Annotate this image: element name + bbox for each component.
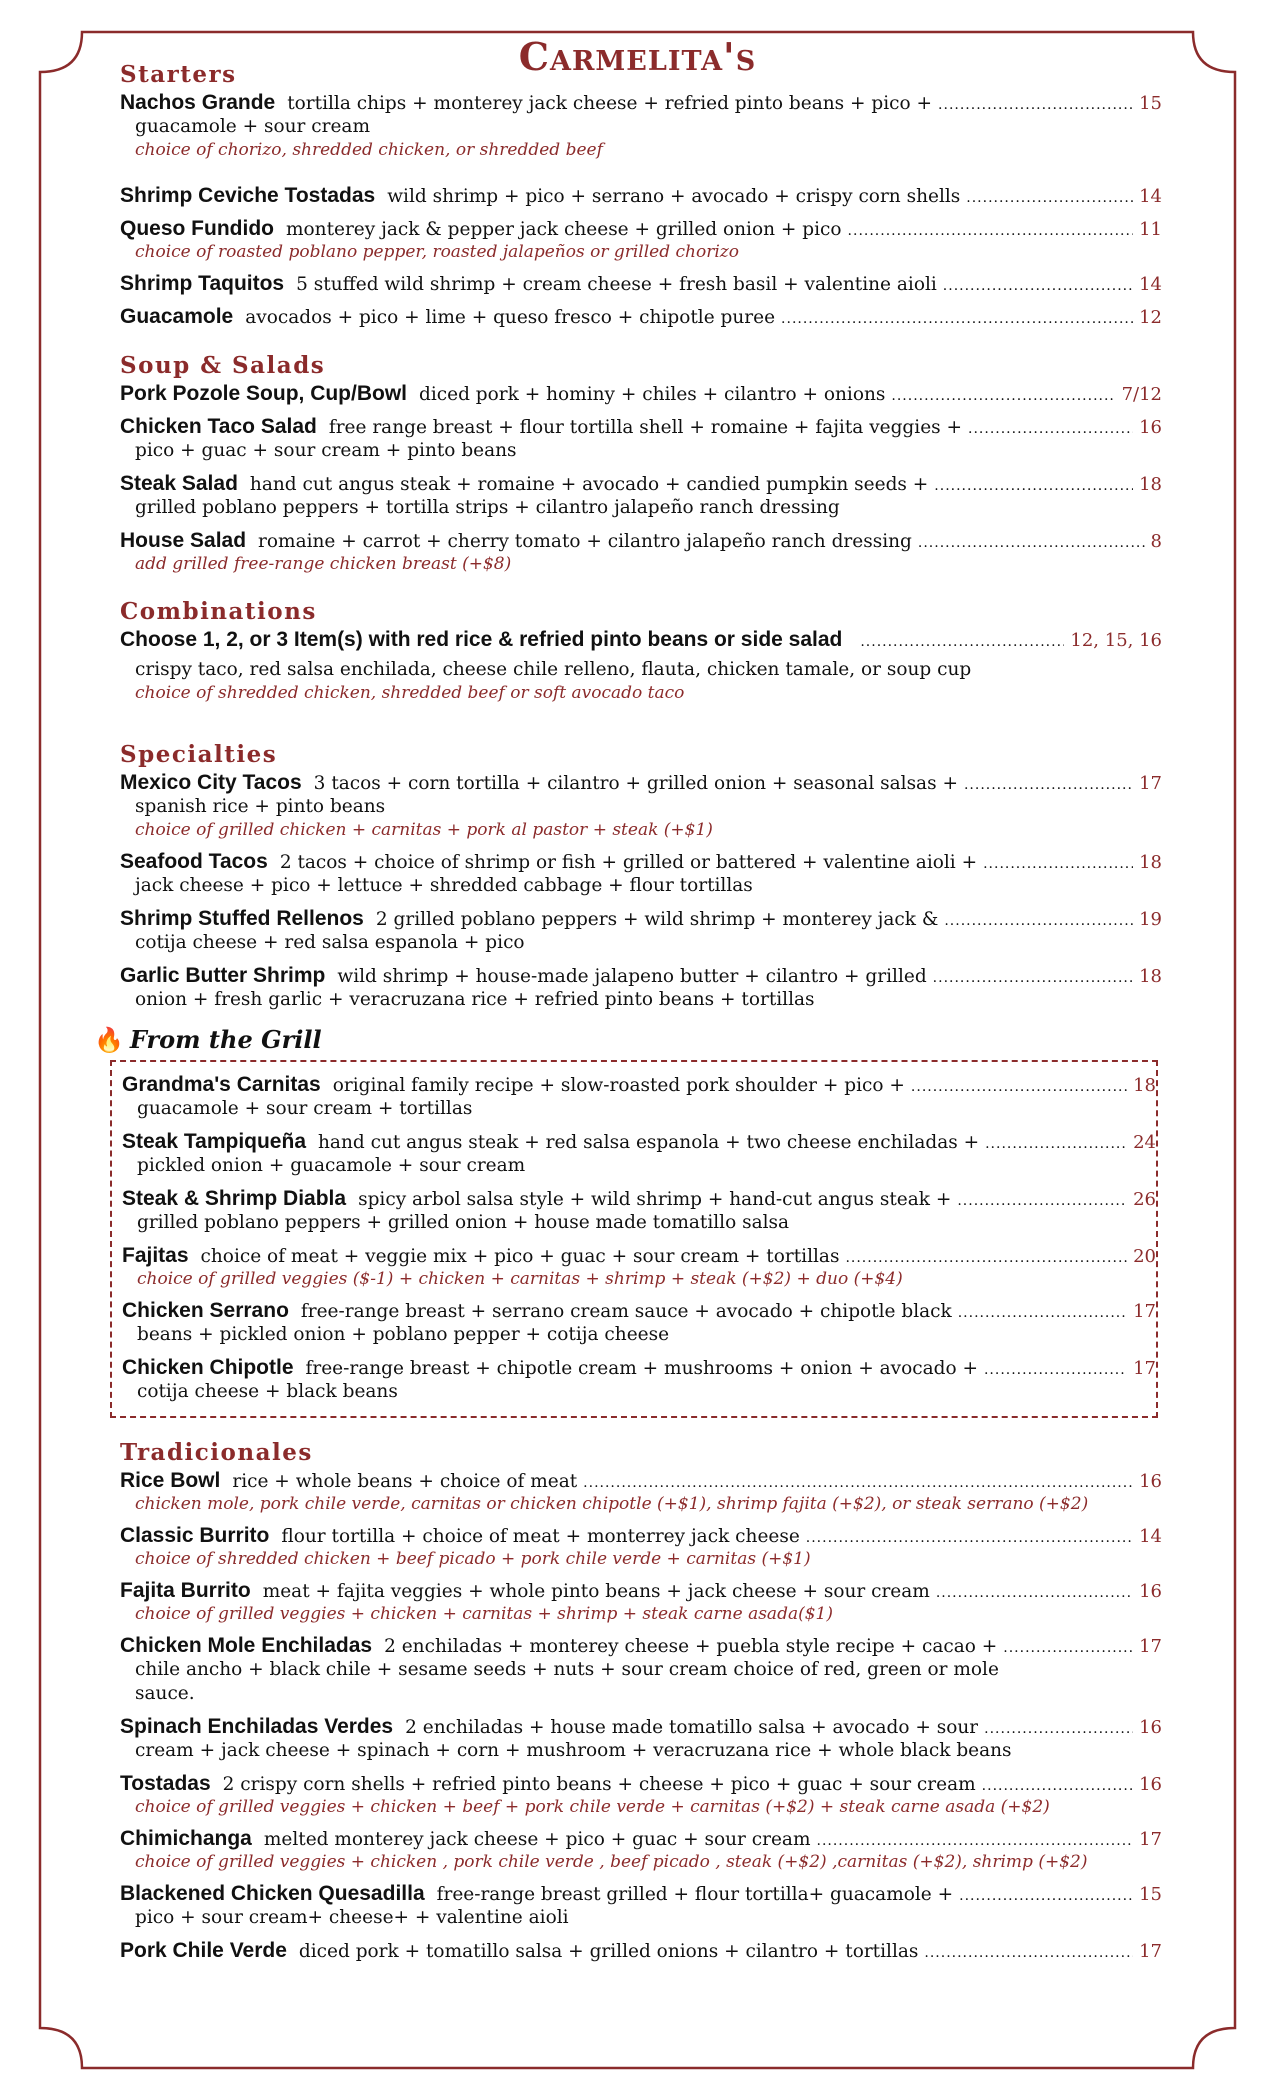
item-description: romaine + carrot + cherry tomato + cilantro jalapeño ranch dressing [258, 531, 912, 552]
section-tradicionales [120, 1468, 1162, 1963]
item-price: 17 [1133, 1358, 1156, 1379]
item-description-cont: chile ancho + black chile + sesame seeds + nuts + sour cream choice of red, green or mole [135, 1659, 999, 1680]
item-description: choice of meat + veggie mix + pico + guac + sour cream + tortillas [200, 1246, 840, 1267]
item-description-cont: beans + pickled onion + poblano pepper + cotija cheese [137, 1324, 670, 1345]
item-price: 7/12 [1121, 384, 1162, 405]
item-name: Shrimp Ceviche Tostadas [120, 184, 376, 207]
item-name: House Salad [120, 529, 247, 552]
item-description: hand cut angus steak + red salsa espanola + two cheese enchiladas + [318, 1132, 980, 1153]
item-description: avocados + pico + lime + queso fresco + chipotle puree [245, 307, 776, 328]
menu-item [120, 216, 1162, 263]
menu-item [120, 528, 1162, 575]
item-name: Chicken Serrano [122, 1299, 289, 1322]
item-description: wild shrimp + house-made jalapeno butter + cilantro + grilled [337, 966, 927, 987]
dot-leader [781, 307, 1133, 332]
menu-item [120, 414, 1162, 463]
dot-leader [958, 1301, 1127, 1326]
item-note: choice of shredded chicken + beef picado + pork chile verde + carnitas (+$1) [135, 1549, 811, 1569]
item-description: diced pork + hominy + chiles + cilantro + onions [419, 384, 886, 405]
item-note: choice of shredded chicken, shredded beef or soft avocado taco [135, 683, 685, 703]
item-name: Chimichanga [120, 1827, 252, 1850]
item-description-cont: pico + guac + sour cream + pinto beans [135, 440, 517, 461]
item-note: choice of grilled chicken + carnitas + pork al pastor + steak (+$1) [135, 820, 713, 840]
menu-item [122, 1355, 1156, 1404]
item-description: melted monterey jack cheese + pico + guac + sour cream [263, 1829, 811, 1850]
dot-leader [959, 1884, 1133, 1909]
item-description: 5 stuffed wild shrimp + cream cheese + fresh basil + valentine aioli [296, 274, 937, 295]
item-description: free-range breast grilled + flour tortilla+ guacamole + [436, 1884, 954, 1905]
dot-leader [860, 630, 1064, 655]
item-price: 16 [1139, 1717, 1162, 1738]
section-combinations [120, 627, 1162, 704]
item-price: 14 [1139, 1526, 1162, 1547]
item-description: hand cut angus steak + romaine + avocado + candied pumpkin seeds + [249, 474, 929, 495]
item-price: 18 [1139, 852, 1162, 873]
item-description-cont: pico + sour cream+ cheese+ + valentine aioli [135, 1907, 569, 1928]
dot-leader [943, 274, 1133, 299]
restaurant-name: Carmelita's [518, 34, 757, 79]
item-description-cont: guacamole + sour cream [135, 116, 370, 137]
item-description: tortilla chips + monterey jack cheese + refried pinto beans + pico + [287, 93, 933, 114]
item-description-cont: guacamole + sour cream + tortillas [137, 1098, 473, 1119]
section-starters [120, 90, 1162, 329]
item-price: 17 [1139, 1829, 1162, 1850]
section-title-starters: Starters [120, 61, 237, 88]
menu-item [120, 906, 1162, 955]
item-name: Rice Bowl [120, 1469, 221, 1492]
dot-leader [938, 93, 1133, 118]
item-name: Seafood Tacos [120, 850, 268, 873]
section-title-text: From the Grill [129, 1025, 322, 1054]
dot-leader [911, 1075, 1127, 1100]
item-name: Blackened Chicken Quesadilla [120, 1882, 425, 1905]
item-price: 12 [1139, 307, 1162, 328]
item-price: 15 [1139, 93, 1162, 114]
menu-item [120, 183, 1162, 208]
item-price: 16 [1139, 1581, 1162, 1602]
flame-icon: 🔥 [94, 1025, 124, 1054]
item-description: monterey jack & pepper jack cheese + grilled onion + pico [285, 219, 842, 240]
item-description: 2 enchiladas + monterey cheese + puebla style recipe + cacao + [384, 1636, 998, 1657]
menu-item [120, 1881, 1162, 1930]
menu-item [120, 90, 1162, 161]
item-description-cont: jack cheese + pico + lettuce + shredded cabbage + flour tortillas [135, 875, 753, 896]
menu-item [120, 1938, 1162, 1963]
item-description: original family recipe + slow-roasted pork shoulder + pico + [332, 1075, 905, 1096]
dot-leader [936, 1581, 1133, 1606]
item-note: choice of grilled veggies + chicken + beef + pork chile verde + carnitas (+$2) + steak carne asada (+$2) [135, 1797, 1050, 1817]
menu-item [120, 304, 1162, 329]
item-description-cont: cotija cheese + red salsa espanola + pico [135, 932, 525, 953]
item-description-cont: onion + fresh garlic + veracruzana rice + refried pinto beans + tortillas [135, 989, 815, 1010]
item-name: Pork Pozole Soup, Cup/Bowl [120, 382, 408, 405]
dot-leader [934, 474, 1133, 499]
dot-leader [944, 909, 1133, 934]
dot-leader [957, 1189, 1127, 1214]
item-note: choice of roasted poblano pepper, roasted jalapeños or grilled chorizo [135, 242, 739, 262]
dot-leader [985, 1132, 1127, 1157]
section-title-soup-salads: Soup & Salads [120, 352, 326, 379]
item-name: Chicken Chipotle [122, 1356, 294, 1379]
item-name: Pork Chile Verde [120, 1939, 287, 1962]
menu-item [120, 381, 1162, 406]
item-description: 2 grilled poblano peppers + wild shrimp + monterey jack & [375, 909, 939, 930]
section-specialties [120, 770, 1162, 1012]
item-note: choice of grilled veggies + chicken , pork chile verde , beef picado , steak (+$2) ,carnitas (+$2), shrimp (+$2) [135, 1852, 1088, 1872]
item-description-cont: crispy taco, red salsa enchilada, cheese chile relleno, flauta, chicken tamale, or soup cup [135, 659, 972, 680]
item-description: 2 crispy corn shells + refried pinto beans + cheese + pico + guac + sour cream [222, 1774, 976, 1795]
item-price: 24 [1133, 1132, 1156, 1153]
item-name: Nachos Grande [120, 91, 276, 114]
dot-leader [918, 531, 1145, 556]
item-description-cont: grilled poblano peppers + grilled onion + house made tomatillo salsa [137, 1212, 790, 1233]
item-name: Fajitas [122, 1244, 189, 1267]
section-soup-salads [120, 381, 1162, 575]
item-price: 20 [1133, 1246, 1156, 1267]
item-name: Shrimp Taquitos [120, 272, 285, 295]
item-name: Choose 1, 2, or 3 Item(s) with red rice & refried pinto beans or side salad [120, 628, 843, 651]
item-description: free-range breast + serrano cream sauce + avocado + chipotle black [300, 1301, 952, 1322]
item-name: Guacamole [120, 305, 234, 328]
item-name: Classic Burrito [120, 1524, 270, 1547]
item-price: 18 [1139, 474, 1162, 495]
item-price: 11 [1139, 219, 1162, 240]
item-description: spicy arbol salsa style + wild shrimp + hand-cut angus steak + [358, 1189, 952, 1210]
menu-item [120, 471, 1162, 520]
item-name: Chicken Taco Salad [120, 415, 317, 438]
item-name: Fajita Burrito [120, 1579, 251, 1602]
item-description: diced pork + tomatillo salsa + grilled onions + cilantro + tortillas [298, 1941, 919, 1962]
menu-item [120, 1633, 1162, 1706]
item-note: choice of grilled veggies ($-1) + chicken + carnitas + shrimp + steak (+$2) + duo (+$4) [137, 1269, 903, 1289]
section-title-specialties: Specialties [120, 741, 278, 768]
item-note: choice of grilled veggies + chicken + carnitas + shrimp + steak carne asada($1) [135, 1604, 833, 1624]
item-price: 17 [1139, 773, 1162, 794]
menu-item [120, 1578, 1162, 1625]
item-description: 3 tacos + corn tortilla + cilantro + grilled onion + seasonal salsas + [313, 773, 958, 794]
menu-item [122, 1298, 1156, 1347]
item-description: 2 tacos + choice of shrimp or fish + grilled or battered + valentine aioli + [279, 852, 978, 873]
item-price: 14 [1139, 186, 1162, 207]
item-price: 17 [1133, 1301, 1156, 1322]
item-description: meat + fajita veggies + whole pinto beans + jack cheese + sour cream [262, 1581, 930, 1602]
item-price: 17 [1139, 1941, 1162, 1962]
item-name: Queso Fundido [120, 217, 274, 240]
item-price: 17 [1139, 1636, 1162, 1657]
dot-leader [933, 966, 1133, 991]
menu-item [120, 1468, 1162, 1515]
item-name: Spinach Enchiladas Verdes [120, 1715, 394, 1738]
item-price: 12, 15, 16 [1070, 630, 1162, 651]
item-note: add grilled free-range chicken breast (+$8) [135, 554, 512, 574]
menu-item [122, 1186, 1156, 1235]
dot-leader [984, 1358, 1127, 1383]
item-price: 18 [1139, 966, 1162, 987]
item-description: 2 enchiladas + house made tomatillo salsa + avocado + sour [405, 1717, 979, 1738]
item-price: 15 [1139, 1884, 1162, 1905]
dot-leader [966, 186, 1133, 211]
dot-leader [1003, 1636, 1133, 1661]
item-description-cont: spanish rice + pinto beans [135, 796, 386, 817]
menu-item [120, 1771, 1162, 1818]
menu-item [120, 849, 1162, 898]
item-price: 19 [1139, 909, 1162, 930]
item-note: chicken mole, pork chile verde, carnitas or chicken chipotle (+$1), shrimp fajita (+$2), or steak serrano (+$2) [135, 1494, 1089, 1514]
menu-item [122, 1072, 1156, 1121]
menu-item [120, 963, 1162, 1012]
item-price: 18 [1133, 1075, 1156, 1096]
dot-leader [968, 417, 1133, 442]
item-name: Chicken Mole Enchiladas [120, 1634, 373, 1657]
section-title-tradicionales: Tradicionales [120, 1439, 313, 1466]
item-name: Steak & Shrimp Diabla [122, 1187, 347, 1210]
item-description: free range breast + flour tortilla shell + romaine + fajita veggies + [328, 417, 963, 438]
section-title-from-the-grill [94, 1020, 1162, 1060]
item-description-cont: cotija cheese + black beans [137, 1381, 398, 1402]
menu-item [120, 271, 1162, 296]
menu-item [120, 1714, 1162, 1763]
menu-item [120, 627, 1162, 704]
item-price: 8 [1150, 531, 1162, 552]
menu-content [94, 60, 1162, 1971]
item-description: wild shrimp + pico + serrano + avocado + crispy corn shells [387, 186, 961, 207]
item-note: choice of chorizo, shredded chicken, or shredded beef [135, 140, 603, 160]
menu-item [120, 770, 1162, 841]
item-price: 16 [1139, 1774, 1162, 1795]
item-name: Steak Salad [120, 472, 238, 495]
dot-leader [848, 219, 1134, 244]
section-from-the-grill [110, 1060, 1158, 1418]
item-name: Grandma's Carnitas [122, 1073, 321, 1096]
menu-item [122, 1243, 1156, 1290]
dot-leader [924, 1941, 1133, 1966]
item-name: Mexico City Tacos [120, 771, 302, 794]
item-description-cont: pickled onion + guacamole + sour cream [137, 1155, 526, 1176]
item-description-cont: cream + jack cheese + spinach + corn + mushroom + veracruzana rice + whole black beans [135, 1740, 1012, 1761]
dot-leader [964, 773, 1133, 798]
item-name: Steak Tampiqueña [122, 1130, 306, 1153]
item-description: rice + whole beans + choice of meat [232, 1471, 578, 1492]
menu-item [120, 1826, 1162, 1873]
item-price: 26 [1133, 1189, 1156, 1210]
item-description-cont: sauce. [135, 1683, 195, 1704]
dot-leader [983, 852, 1133, 877]
dot-leader [891, 384, 1115, 409]
item-price: 16 [1139, 1471, 1162, 1492]
item-name: Garlic Butter Shrimp [120, 964, 326, 987]
item-description: flour tortilla + choice of meat + monterrey jack cheese [281, 1526, 800, 1547]
item-price: 16 [1139, 417, 1162, 438]
item-name: Shrimp Stuffed Rellenos [120, 907, 364, 930]
item-description: free-range breast + chipotle cream + mushrooms + onion + avocado + [305, 1358, 978, 1379]
item-name: Tostadas [120, 1772, 211, 1795]
item-description-cont: grilled poblano peppers + tortilla strips + cilantro jalapeño ranch dressing [135, 497, 840, 518]
menu-item [120, 1523, 1162, 1570]
menu-item [122, 1129, 1156, 1178]
dot-leader [806, 1526, 1133, 1551]
section-title-combinations: Combinations [120, 598, 317, 625]
item-price: 14 [1139, 274, 1162, 295]
